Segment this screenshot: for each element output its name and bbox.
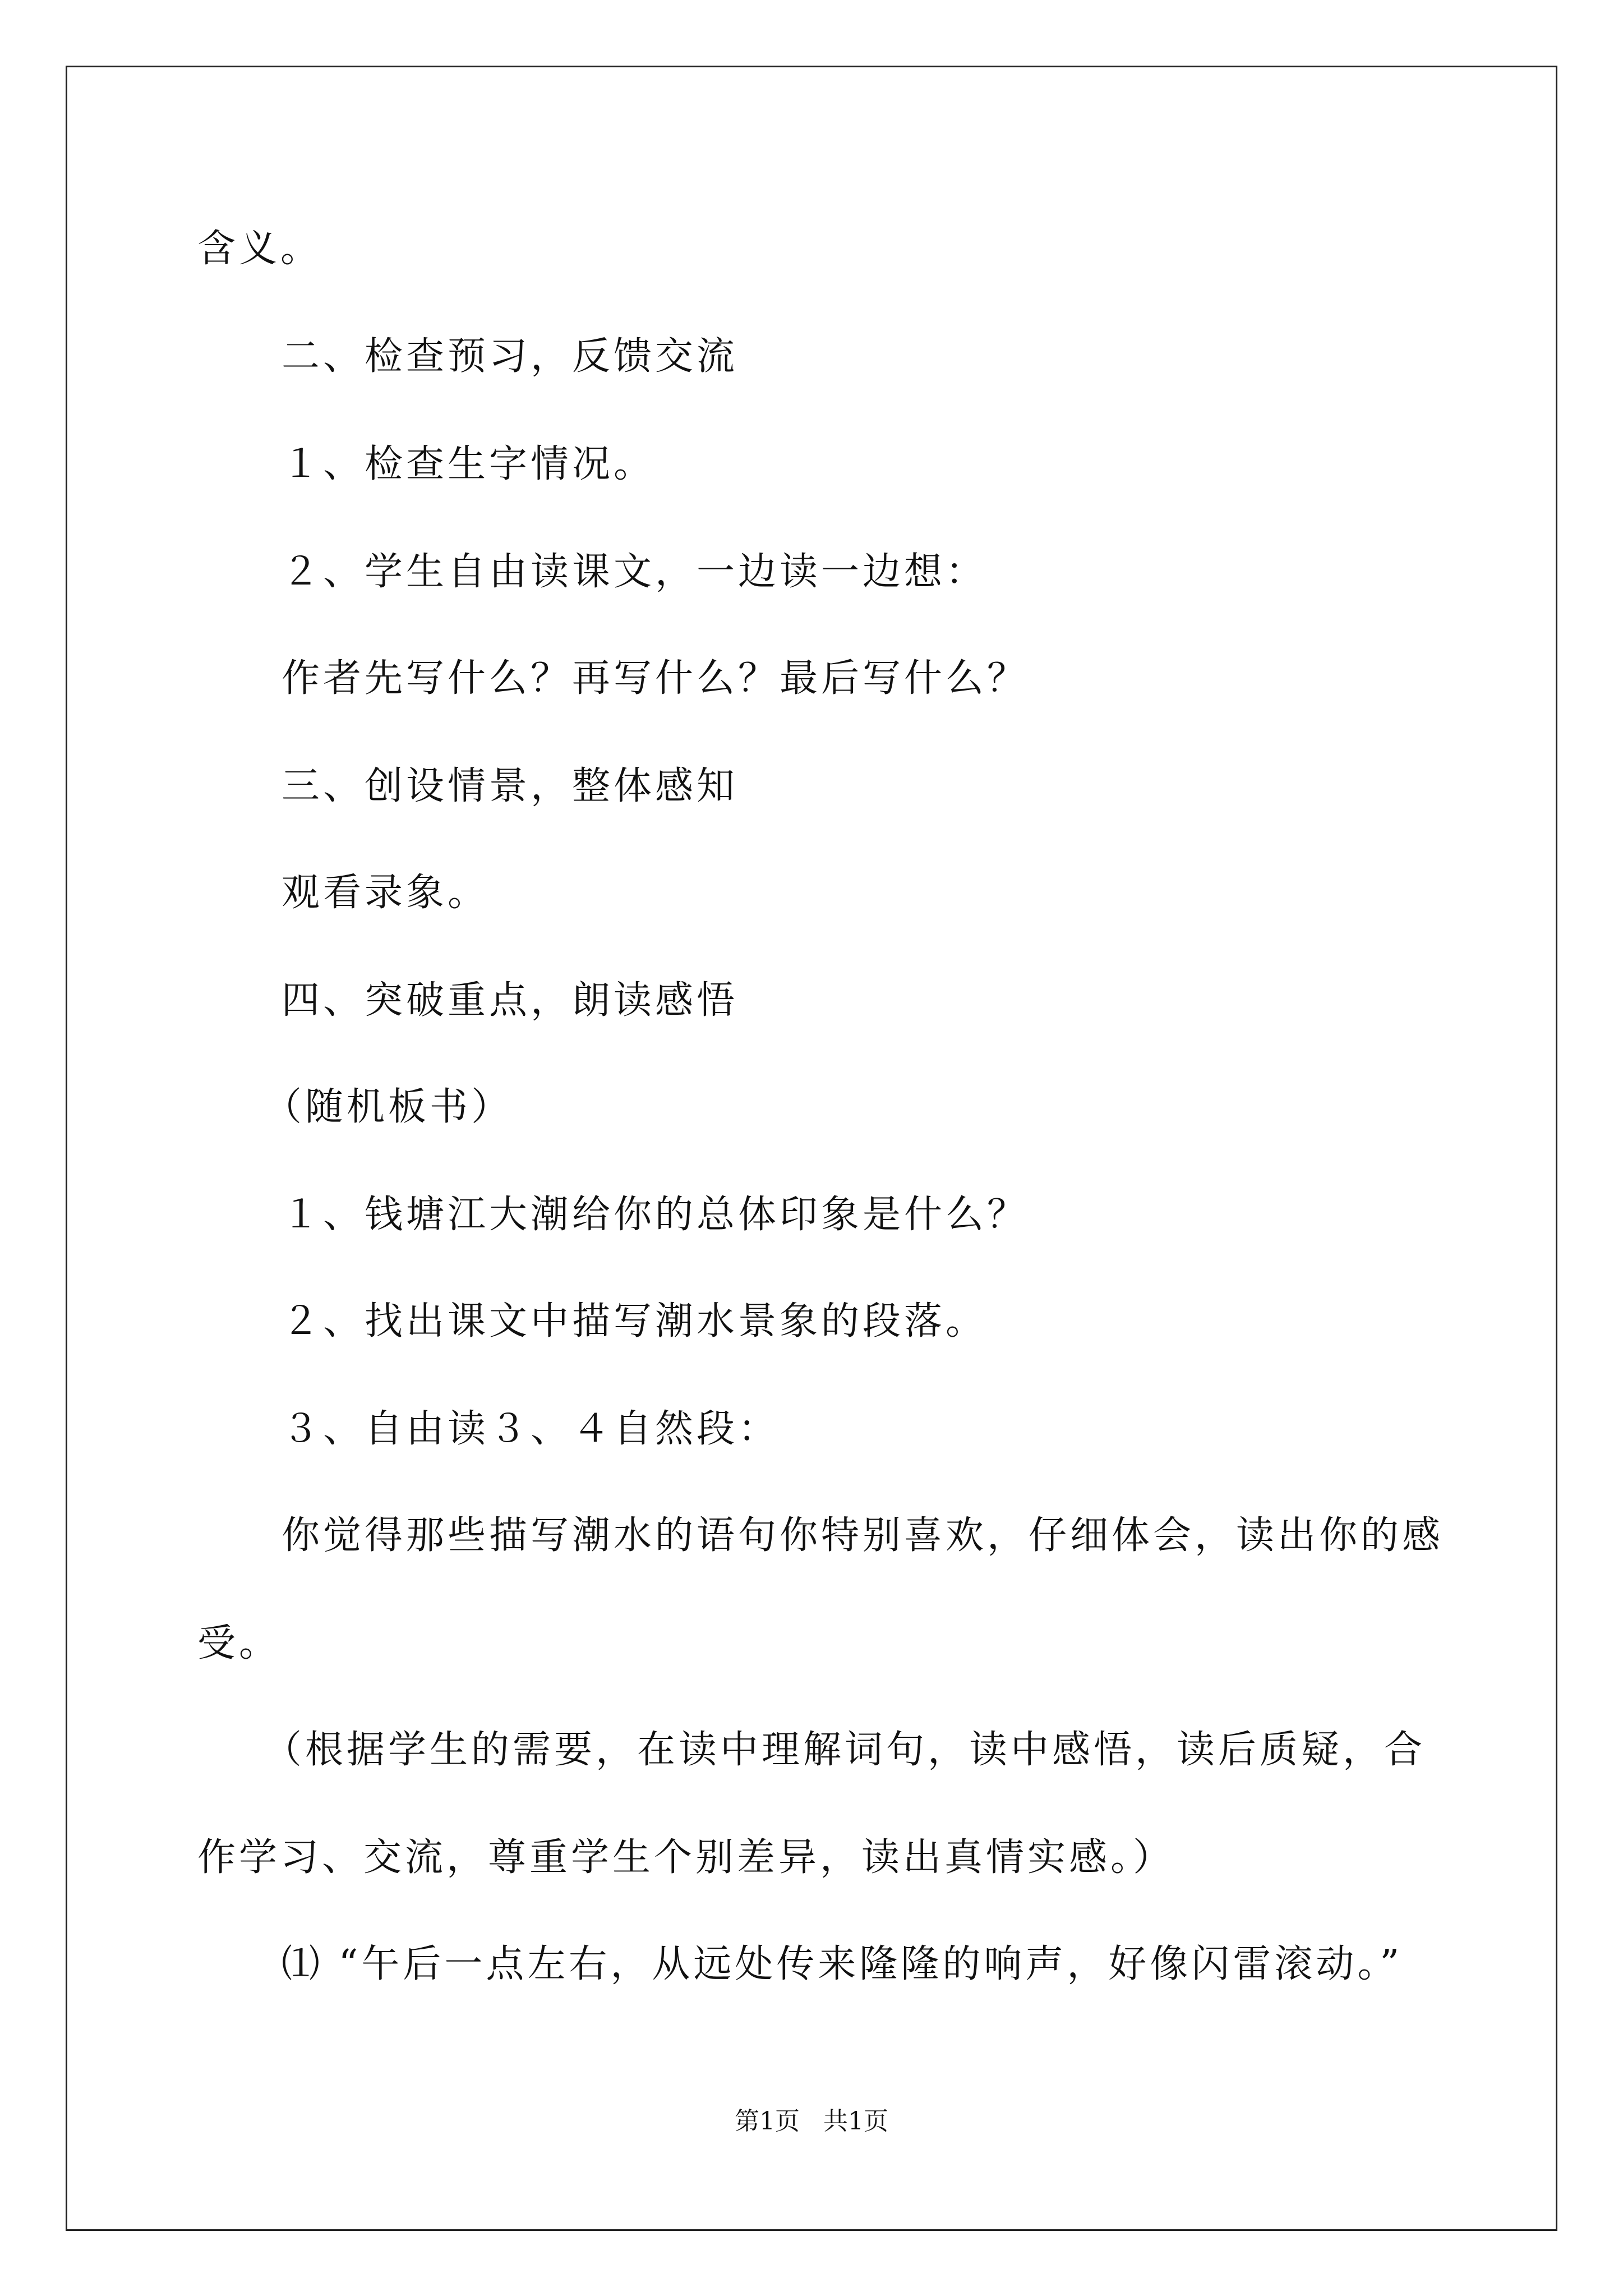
text-line: ２、学生自由读课文，一边读一边想： [282, 550, 988, 594]
text-line: ３、自由读３、４自然段： [282, 1407, 780, 1451]
text-line: 含义。 [197, 227, 322, 271]
text-line: １、检查生字情况。 [282, 442, 656, 486]
text-line: １、钱塘江大潮给你的总体印象是什么？ [282, 1193, 1029, 1237]
text-line: ⑴ “午后一点左右，从远处传来隆隆的响声，好像闪雷滚动。” [282, 1942, 1403, 1986]
section-heading: 四、突破重点，朗读感悟 [282, 978, 739, 1023]
text-line: 你觉得那些描写潮水的语句你特别喜欢，仔细体会，读出你的感 [282, 1513, 1444, 1558]
section-heading: 二、检查预习，反馈交流 [282, 334, 739, 379]
text-line: （根据学生的需要，在读中理解词句，读中感悟，读后质疑，合 [264, 1728, 1426, 1772]
text-line: （随机板书） [264, 1085, 513, 1129]
text-line: ２、找出课文中描写潮水景象的段落。 [282, 1299, 988, 1343]
page-border [66, 66, 1557, 2231]
section-heading: 三、创设情景，整体感知 [282, 764, 739, 808]
page-footer: 第1页 共1页 [735, 2107, 888, 2136]
text-line: 受。 [197, 1621, 281, 1665]
text-line: 作学习、交流，尊重学生个别差异，读出真情实感。） [197, 1835, 1175, 1880]
text-line: 观看录象。 [282, 871, 490, 915]
text-line: 作者先写什么？再写什么？最后写什么？ [282, 656, 1029, 701]
